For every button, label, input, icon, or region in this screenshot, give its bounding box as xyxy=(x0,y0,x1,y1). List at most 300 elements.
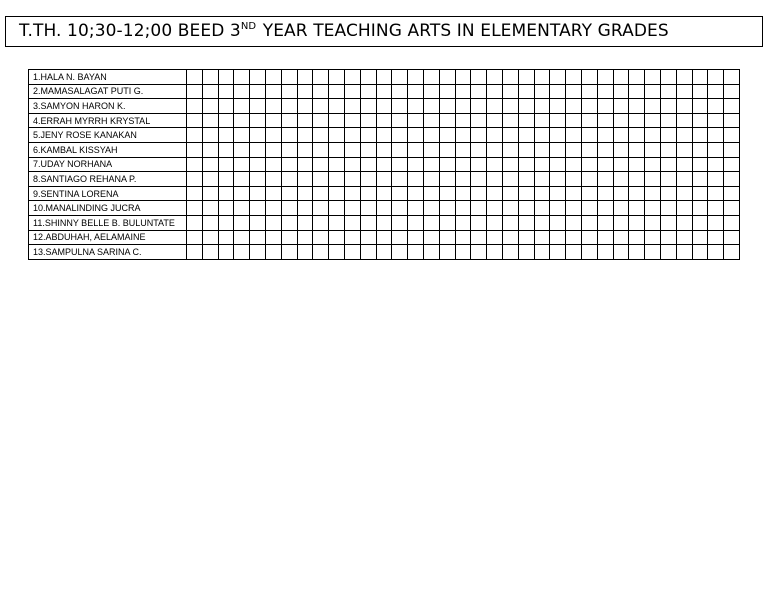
grid-cell xyxy=(234,70,250,85)
grid-cell xyxy=(471,201,487,216)
grid-cell xyxy=(439,84,455,99)
grid-cell xyxy=(360,245,376,260)
grid-cell xyxy=(487,201,503,216)
grid-cell xyxy=(265,142,281,157)
grid-cell xyxy=(376,172,392,187)
grid-cell xyxy=(408,84,424,99)
grid-cell xyxy=(344,245,360,260)
grid-cell xyxy=(187,70,203,85)
title-box xyxy=(5,16,763,47)
grid-cell xyxy=(439,113,455,128)
grid-cell xyxy=(187,128,203,143)
grid-cell xyxy=(376,157,392,172)
table-row xyxy=(29,70,740,85)
student-name-cell: 7.UDAY NORHANA xyxy=(29,157,187,172)
grid-cell xyxy=(360,172,376,187)
grid-cell xyxy=(471,128,487,143)
grid-cell xyxy=(360,70,376,85)
grid-cell xyxy=(376,128,392,143)
grid-cell xyxy=(202,128,218,143)
grid-cell xyxy=(676,157,692,172)
grid-cell xyxy=(360,157,376,172)
grid-cell xyxy=(724,84,740,99)
table-row xyxy=(29,201,740,216)
grid-cell xyxy=(250,128,266,143)
grid-cell xyxy=(408,230,424,245)
grid-cell xyxy=(597,128,613,143)
grid-cell xyxy=(281,172,297,187)
grid-cell xyxy=(218,128,234,143)
grid-cell xyxy=(408,99,424,114)
grid-cell xyxy=(376,70,392,85)
grid-cell xyxy=(202,157,218,172)
grid-cell xyxy=(487,245,503,260)
grid-cell xyxy=(518,142,534,157)
grid-cell xyxy=(471,84,487,99)
grid-cell xyxy=(708,70,724,85)
grid-cell xyxy=(265,172,281,187)
grid-cell xyxy=(265,84,281,99)
grid-cell xyxy=(597,245,613,260)
grid-cell xyxy=(708,157,724,172)
grid-cell xyxy=(376,142,392,157)
grid-cell xyxy=(376,186,392,201)
grid-cell xyxy=(550,215,566,230)
grid-cell xyxy=(518,215,534,230)
grid-cell xyxy=(660,128,676,143)
grid-cell xyxy=(597,201,613,216)
grid-cell xyxy=(218,230,234,245)
grid-cell xyxy=(392,172,408,187)
grid-cell xyxy=(692,230,708,245)
grid-cell xyxy=(392,157,408,172)
grid-cell xyxy=(250,157,266,172)
grid-cell xyxy=(645,215,661,230)
grid-cell xyxy=(534,201,550,216)
grid-cell xyxy=(629,157,645,172)
grid-cell xyxy=(392,142,408,157)
grid-cell xyxy=(423,215,439,230)
grid-cell xyxy=(297,230,313,245)
grid-cell xyxy=(392,186,408,201)
grid-cell xyxy=(455,113,471,128)
grid-cell xyxy=(265,128,281,143)
student-name-cell: 6.KAMBAL KISSYAH xyxy=(29,142,187,157)
grid-cell xyxy=(360,215,376,230)
grid-cell xyxy=(613,230,629,245)
grid-cell xyxy=(660,142,676,157)
grid-cell xyxy=(423,230,439,245)
grid-cell xyxy=(297,113,313,128)
grid-cell xyxy=(487,128,503,143)
grid-cell xyxy=(676,186,692,201)
grid-cell xyxy=(376,113,392,128)
grid-cell xyxy=(581,186,597,201)
grid-cell xyxy=(566,172,582,187)
grid-cell xyxy=(234,172,250,187)
grid-cell xyxy=(660,172,676,187)
grid-cell xyxy=(313,113,329,128)
grid-cell xyxy=(313,70,329,85)
title-suffix: YEAR TEACHING ARTS IN ELEMENTARY GRADES xyxy=(257,21,669,41)
grid-cell xyxy=(487,113,503,128)
grid-cell xyxy=(455,157,471,172)
grid-cell xyxy=(613,128,629,143)
grid-cell xyxy=(502,70,518,85)
grid-cell xyxy=(439,201,455,216)
grid-cell xyxy=(724,215,740,230)
grid-cell xyxy=(534,128,550,143)
grid-cell xyxy=(566,70,582,85)
grid-cell xyxy=(344,172,360,187)
grid-cell xyxy=(297,84,313,99)
grid-cell xyxy=(439,142,455,157)
grid-cell xyxy=(376,230,392,245)
grid-cell xyxy=(629,113,645,128)
grid-cell xyxy=(265,215,281,230)
grid-cell xyxy=(218,186,234,201)
grid-cell xyxy=(676,142,692,157)
grid-cell xyxy=(408,186,424,201)
grid-cell xyxy=(344,84,360,99)
grid-cell xyxy=(502,157,518,172)
grid-cell xyxy=(502,113,518,128)
grid-cell xyxy=(250,186,266,201)
grid-cell xyxy=(187,201,203,216)
grid-cell xyxy=(487,230,503,245)
grid-cell xyxy=(502,201,518,216)
grid-cell xyxy=(313,84,329,99)
grid-cell xyxy=(597,186,613,201)
grid-cell xyxy=(629,99,645,114)
grid-cell xyxy=(408,215,424,230)
grid-cell xyxy=(518,84,534,99)
grid-cell xyxy=(329,215,345,230)
grid-cell xyxy=(281,215,297,230)
grid-cell xyxy=(234,215,250,230)
grid-cell xyxy=(234,84,250,99)
grid-cell xyxy=(645,245,661,260)
grid-cell xyxy=(471,186,487,201)
grid-cell xyxy=(250,230,266,245)
grid-cell xyxy=(297,215,313,230)
grid-cell xyxy=(329,172,345,187)
grid-cell xyxy=(297,99,313,114)
grid-cell xyxy=(676,215,692,230)
grid-cell xyxy=(408,172,424,187)
grid-cell xyxy=(423,172,439,187)
grid-cell xyxy=(250,113,266,128)
grid-cell xyxy=(487,99,503,114)
grid-cell xyxy=(566,230,582,245)
grid-cell xyxy=(423,113,439,128)
grid-cell xyxy=(708,201,724,216)
grid-cell xyxy=(581,230,597,245)
grid-cell xyxy=(313,186,329,201)
grid-cell xyxy=(629,245,645,260)
attendance-grid xyxy=(28,69,740,260)
grid-cell xyxy=(550,172,566,187)
grid-cell xyxy=(329,84,345,99)
grid-cell xyxy=(392,99,408,114)
grid-cell xyxy=(597,157,613,172)
grid-cell xyxy=(313,157,329,172)
grid-cell xyxy=(645,70,661,85)
grid-cell xyxy=(281,99,297,114)
table-row xyxy=(29,172,740,187)
grid-cell xyxy=(597,172,613,187)
grid-cell xyxy=(550,186,566,201)
student-name-cell: 1.HALA N. BAYAN xyxy=(29,70,187,85)
grid-cell xyxy=(439,70,455,85)
grid-cell xyxy=(423,84,439,99)
grid-cell xyxy=(344,99,360,114)
grid-cell xyxy=(202,70,218,85)
grid-cell xyxy=(629,84,645,99)
grid-cell xyxy=(660,70,676,85)
grid-cell xyxy=(187,157,203,172)
grid-cell xyxy=(360,84,376,99)
grid-cell xyxy=(265,245,281,260)
grid-cell xyxy=(408,157,424,172)
grid-cell xyxy=(487,215,503,230)
grid-cell xyxy=(439,157,455,172)
grid-cell xyxy=(455,142,471,157)
grid-cell xyxy=(202,172,218,187)
grid-cell xyxy=(218,99,234,114)
table-row xyxy=(29,157,740,172)
grid-cell xyxy=(645,113,661,128)
grid-cell xyxy=(455,215,471,230)
grid-cell xyxy=(708,113,724,128)
grid-cell xyxy=(329,113,345,128)
grid-cell xyxy=(344,201,360,216)
grid-cell xyxy=(471,70,487,85)
grid-cell xyxy=(455,186,471,201)
grid-cell xyxy=(344,157,360,172)
grid-cell xyxy=(550,70,566,85)
grid-cell xyxy=(708,245,724,260)
grid-cell xyxy=(581,157,597,172)
student-name-cell: 3.SAMYON HARON K. xyxy=(29,99,187,114)
grid-cell xyxy=(455,245,471,260)
grid-cell xyxy=(550,157,566,172)
grid-cell xyxy=(471,113,487,128)
grid-cell xyxy=(724,201,740,216)
student-name-cell: 5.JENY ROSE KANAKAN xyxy=(29,128,187,143)
grid-cell xyxy=(360,113,376,128)
grid-cell xyxy=(187,245,203,260)
grid-cell xyxy=(392,84,408,99)
grid-cell xyxy=(265,186,281,201)
grid-cell xyxy=(692,99,708,114)
grid-cell xyxy=(376,201,392,216)
title-prefix: T.TH. 10;30-12;00 BEED 3 xyxy=(19,21,241,41)
grid-cell xyxy=(581,84,597,99)
grid-cell xyxy=(613,215,629,230)
grid-cell xyxy=(518,186,534,201)
grid-cell xyxy=(218,201,234,216)
attendance-grid-body xyxy=(29,70,740,260)
grid-cell xyxy=(487,84,503,99)
grid-cell xyxy=(534,157,550,172)
grid-cell xyxy=(550,142,566,157)
grid-cell xyxy=(660,113,676,128)
grid-cell xyxy=(566,142,582,157)
grid-cell xyxy=(265,201,281,216)
grid-cell xyxy=(581,201,597,216)
grid-cell xyxy=(566,84,582,99)
grid-cell xyxy=(392,70,408,85)
grid-cell xyxy=(202,201,218,216)
grid-cell xyxy=(692,215,708,230)
grid-cell xyxy=(360,142,376,157)
table-row xyxy=(29,128,740,143)
grid-cell xyxy=(676,70,692,85)
grid-cell xyxy=(234,99,250,114)
table-row xyxy=(29,113,740,128)
grid-cell xyxy=(376,245,392,260)
grid-cell xyxy=(329,186,345,201)
grid-cell xyxy=(597,215,613,230)
grid-cell xyxy=(344,230,360,245)
grid-cell xyxy=(660,157,676,172)
grid-cell xyxy=(202,142,218,157)
grid-cell xyxy=(234,142,250,157)
grid-cell xyxy=(202,245,218,260)
grid-cell xyxy=(550,99,566,114)
grid-cell xyxy=(534,113,550,128)
grid-cell xyxy=(629,201,645,216)
grid-cell xyxy=(613,84,629,99)
grid-cell xyxy=(692,157,708,172)
grid-cell xyxy=(502,172,518,187)
grid-cell xyxy=(724,172,740,187)
grid-cell xyxy=(676,201,692,216)
grid-cell xyxy=(360,99,376,114)
grid-cell xyxy=(487,157,503,172)
grid-cell xyxy=(297,70,313,85)
grid-cell xyxy=(297,186,313,201)
grid-cell xyxy=(645,157,661,172)
grid-cell xyxy=(439,245,455,260)
grid-cell xyxy=(408,201,424,216)
grid-cell xyxy=(329,230,345,245)
grid-cell xyxy=(629,142,645,157)
grid-cell xyxy=(408,142,424,157)
grid-cell xyxy=(439,128,455,143)
grid-cell xyxy=(392,215,408,230)
grid-cell xyxy=(329,142,345,157)
grid-cell xyxy=(471,142,487,157)
grid-cell xyxy=(313,230,329,245)
grid-cell xyxy=(502,128,518,143)
grid-cell xyxy=(408,70,424,85)
grid-cell xyxy=(218,84,234,99)
grid-cell xyxy=(581,215,597,230)
grid-cell xyxy=(660,186,676,201)
grid-cell xyxy=(692,84,708,99)
grid-cell xyxy=(692,142,708,157)
grid-cell xyxy=(250,245,266,260)
grid-cell xyxy=(518,113,534,128)
grid-cell xyxy=(234,157,250,172)
grid-cell xyxy=(613,70,629,85)
grid-cell xyxy=(281,128,297,143)
grid-cell xyxy=(708,99,724,114)
grid-cell xyxy=(360,201,376,216)
grid-cell xyxy=(344,128,360,143)
title-superscript: ND xyxy=(240,21,257,32)
grid-cell xyxy=(487,172,503,187)
grid-cell xyxy=(518,99,534,114)
grid-cell xyxy=(676,230,692,245)
grid-cell xyxy=(281,84,297,99)
grid-cell xyxy=(360,186,376,201)
student-name-cell: 9.SENTINA LORENA xyxy=(29,186,187,201)
grid-cell xyxy=(187,113,203,128)
grid-cell xyxy=(502,99,518,114)
grid-cell xyxy=(234,128,250,143)
grid-cell xyxy=(439,186,455,201)
grid-cell xyxy=(250,142,266,157)
grid-cell xyxy=(660,84,676,99)
grid-cell xyxy=(439,215,455,230)
grid-cell xyxy=(250,201,266,216)
grid-cell xyxy=(423,70,439,85)
grid-cell xyxy=(376,215,392,230)
grid-cell xyxy=(455,128,471,143)
grid-cell xyxy=(234,245,250,260)
grid-cell xyxy=(297,245,313,260)
grid-cell xyxy=(724,157,740,172)
grid-cell xyxy=(234,230,250,245)
grid-cell xyxy=(629,230,645,245)
grid-cell xyxy=(613,142,629,157)
grid-cell xyxy=(676,172,692,187)
grid-cell xyxy=(692,128,708,143)
grid-cell xyxy=(455,201,471,216)
grid-cell xyxy=(566,113,582,128)
grid-cell xyxy=(692,201,708,216)
grid-cell xyxy=(645,201,661,216)
grid-cell xyxy=(187,230,203,245)
grid-cell xyxy=(218,157,234,172)
grid-cell xyxy=(724,99,740,114)
grid-cell xyxy=(581,172,597,187)
grid-cell xyxy=(518,128,534,143)
grid-cell xyxy=(708,186,724,201)
grid-cell xyxy=(313,128,329,143)
grid-cell xyxy=(534,142,550,157)
grid-cell xyxy=(581,113,597,128)
grid-cell xyxy=(250,84,266,99)
grid-cell xyxy=(392,230,408,245)
grid-cell xyxy=(676,113,692,128)
grid-cell xyxy=(265,113,281,128)
table-row xyxy=(29,215,740,230)
grid-cell xyxy=(265,99,281,114)
grid-cell xyxy=(423,245,439,260)
grid-cell xyxy=(502,215,518,230)
grid-cell xyxy=(581,142,597,157)
grid-cell xyxy=(234,113,250,128)
grid-cell xyxy=(329,245,345,260)
grid-cell xyxy=(187,84,203,99)
table-row xyxy=(29,186,740,201)
grid-cell xyxy=(408,245,424,260)
grid-cell xyxy=(613,172,629,187)
